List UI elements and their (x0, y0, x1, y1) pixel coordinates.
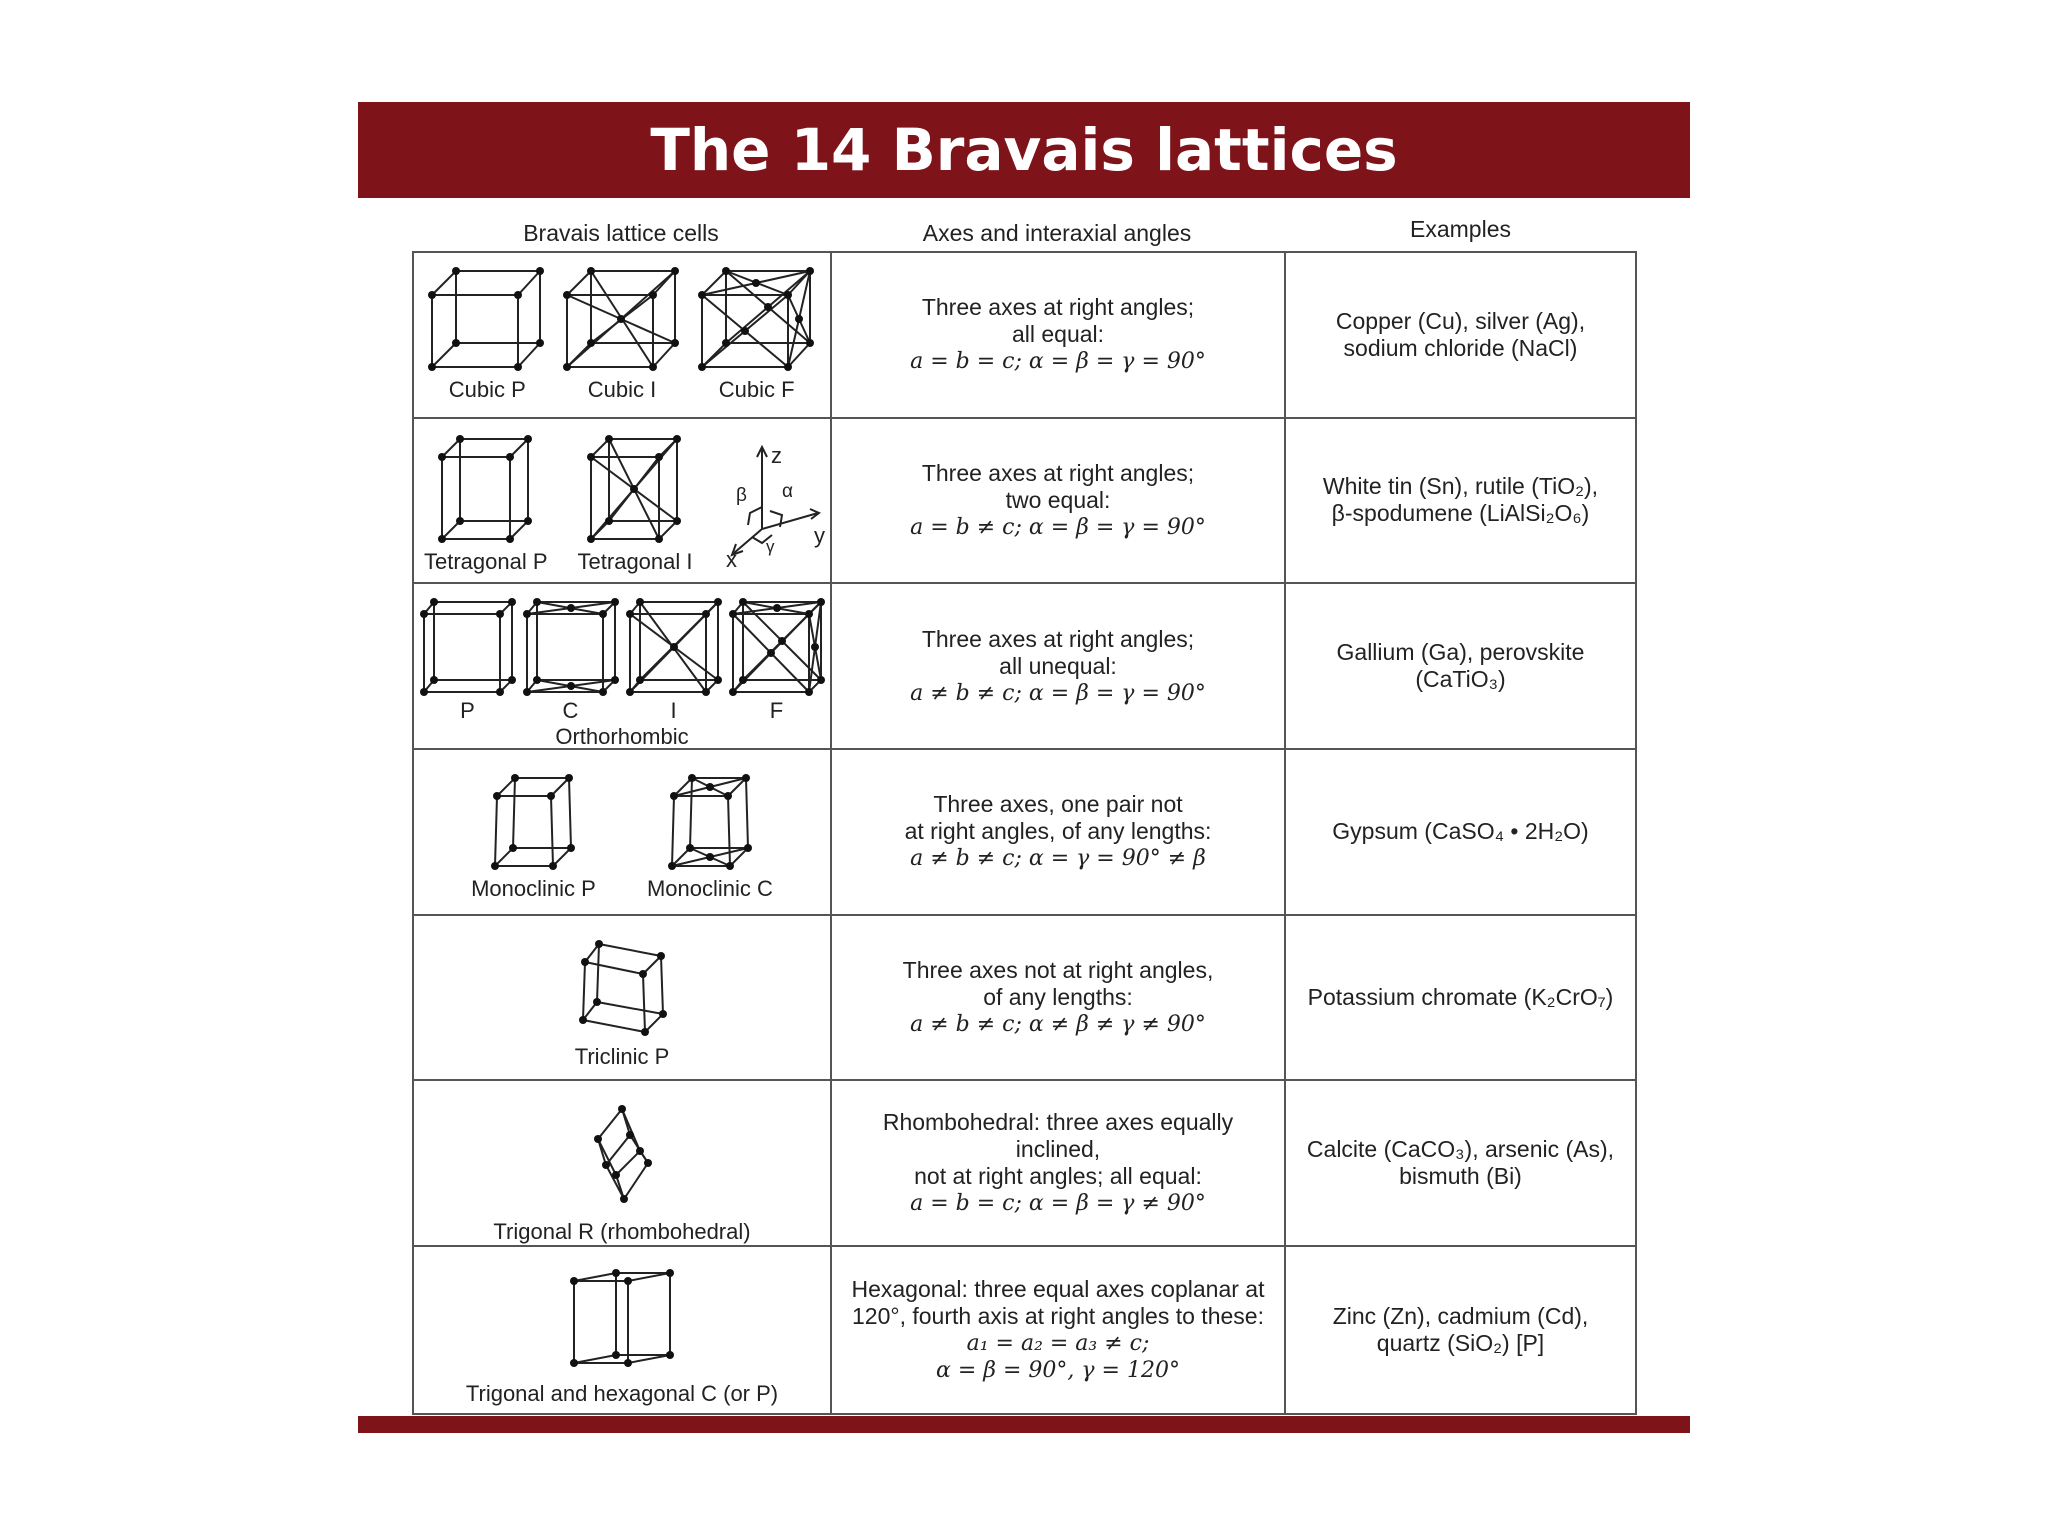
monoclinic-p-label: Monoclinic P (471, 876, 596, 901)
angle-gamma-label: γ (766, 536, 775, 556)
title-banner (358, 102, 1690, 198)
monoclinic-p-cell-diagram (491, 772, 575, 870)
cubic-f-label: Cubic F (718, 377, 795, 402)
orthorhombic-f-figure (729, 596, 825, 724)
axis-y-label: y (814, 522, 825, 548)
orthorhombic-c-cell-diagram (523, 596, 619, 696)
orthorhombic-p-figure (420, 596, 516, 724)
row-monoclinic-axes: Three axes, one pair not at right angles, of any lengths: a ≠ b ≠ c; α = γ = 90° ≠ β (832, 750, 1286, 916)
page-title: The 14 Bravais lattices (650, 116, 1398, 184)
row-cubic-figures (414, 253, 832, 419)
row-monoclinic-examples: Gypsum (CaSO₄ • 2H₂O) (1286, 750, 1635, 916)
angle-beta-label: β (736, 484, 747, 506)
orthorhombic-i-figure (626, 596, 722, 724)
row-trigonal-r-figures (414, 1081, 832, 1247)
row-hexagonal-figures (414, 1247, 832, 1413)
orthorhombic-c-figure (523, 596, 619, 724)
hexagonal-label: Trigonal and hexagonal C (or P) (465, 1381, 779, 1407)
monoclinic-c-cell-diagram (668, 772, 752, 870)
row-orthorhombic-examples: Gallium (Ga), perovskite (CaTiO₃) (1286, 584, 1635, 750)
monoclinic-c-figure (647, 772, 773, 902)
row-tetragonal-figures (414, 419, 832, 585)
footer-bar (358, 1416, 1690, 1433)
orthorhombic-f-label: F (769, 698, 784, 724)
triclinic-p-label: Triclinic P (574, 1043, 670, 1069)
trigonal-r-label: Trigonal R (rhombohedral) (493, 1219, 751, 1245)
row-tetragonal-axes: Three axes at right angles; two equal: a = b ≠ c; α = β = γ = 90° (832, 419, 1286, 585)
hexagonal-cell-diagram (570, 1269, 674, 1367)
axis-z-label: z (771, 442, 782, 468)
row-triclinic-axes: Three axes not at right angles, of any lengths: a ≠ b ≠ c; α ≠ β ≠ γ ≠ 90° (832, 916, 1286, 1082)
tetragonal-i-label: Tetragonal I (577, 548, 693, 574)
row-trigonal-r-axes: Rhombohedral: three axes equally inclined, not at right angles; all equal: a = b = c; α = β = γ ≠ 90° (832, 1081, 1286, 1247)
angle-alpha-label: α (782, 480, 793, 502)
cubic-f-figure (698, 267, 816, 403)
cubic-p-cell-diagram (428, 267, 546, 371)
orthorhombic-group-label: Orthorhombic (555, 724, 689, 750)
row-cubic-axes: Three axes at right angles; all equal: a = b = c; α = β = γ = 90° (832, 253, 1286, 419)
row-triclinic-figures (414, 916, 832, 1082)
cubic-i-cell-diagram (563, 267, 681, 371)
row-monoclinic-figures (414, 750, 832, 916)
cubic-p-label: Cubic P (448, 377, 526, 402)
cubic-i-label: Cubic I (587, 377, 657, 402)
row-cubic-examples: Copper (Cu), silver (Ag), sodium chloride (NaCl) (1286, 253, 1635, 419)
tetragonal-p-cell-diagram (438, 433, 534, 543)
orthorhombic-i-label: I (670, 698, 677, 724)
triclinic-p-figure (575, 938, 670, 1070)
row-hexagonal-axes: Hexagonal: three equal axes coplanar at 120°, fourth axis at right angles to these: a₁ = a₂ = a₃ ≠ c; α = β = 90°, γ = 120° (832, 1247, 1286, 1413)
bravais-table (412, 251, 1637, 1415)
monoclinic-c-label: Monoclinic C (646, 876, 773, 901)
orthorhombic-p-label: P (460, 698, 475, 724)
row-orthorhombic-axes: Three axes at right angles; all unequal: a ≠ b ≠ c; α = β = γ = 90° (832, 584, 1286, 750)
row-triclinic-examples: Potassium chromate (K₂CrO₇) (1286, 916, 1635, 1082)
tetragonal-i-cell-diagram (587, 433, 683, 543)
cubic-i-figure (563, 267, 681, 403)
cubic-p-figure (428, 267, 546, 403)
monoclinic-p-figure (471, 772, 596, 902)
cubic-f-cell-diagram (698, 267, 816, 371)
orthorhombic-p-cell-diagram (420, 596, 516, 696)
row-hexagonal-examples: Zinc (Zn), cadmium (Cd), quartz (SiO₂) [P] (1332, 1303, 1589, 1357)
header-axes-angles: Axes and interaxial angles (922, 219, 1192, 246)
orthorhombic-i-cell-diagram (626, 596, 722, 696)
row-orthorhombic-figures (414, 584, 832, 750)
triclinic-p-cell-diagram (577, 938, 667, 1038)
row-trigonal-r-examples: Calcite (CaCO₃), arsenic (As), bismuth (Bi) (1286, 1081, 1635, 1247)
orthorhombic-f-cell-diagram (729, 596, 825, 696)
trigonal-r-cell-diagram (590, 1105, 654, 1205)
hexagonal-figure (466, 1269, 778, 1407)
trigonal-r-figure (493, 1105, 750, 1245)
row-tetragonal-examples: White tin (Sn), rutile (TiO₂), β-spodumene (LiAlSi₂O₆) (1286, 419, 1635, 585)
tetragonal-p-figure (424, 433, 548, 575)
header-lattice-cells: Bravais lattice cells (523, 219, 719, 246)
header-examples: Examples (1410, 215, 1511, 242)
tetragonal-i-figure (578, 433, 693, 575)
axis-x-label: x (726, 546, 737, 572)
orthorhombic-c-label: C (562, 698, 579, 724)
tetragonal-p-label: Tetragonal P (424, 548, 548, 574)
